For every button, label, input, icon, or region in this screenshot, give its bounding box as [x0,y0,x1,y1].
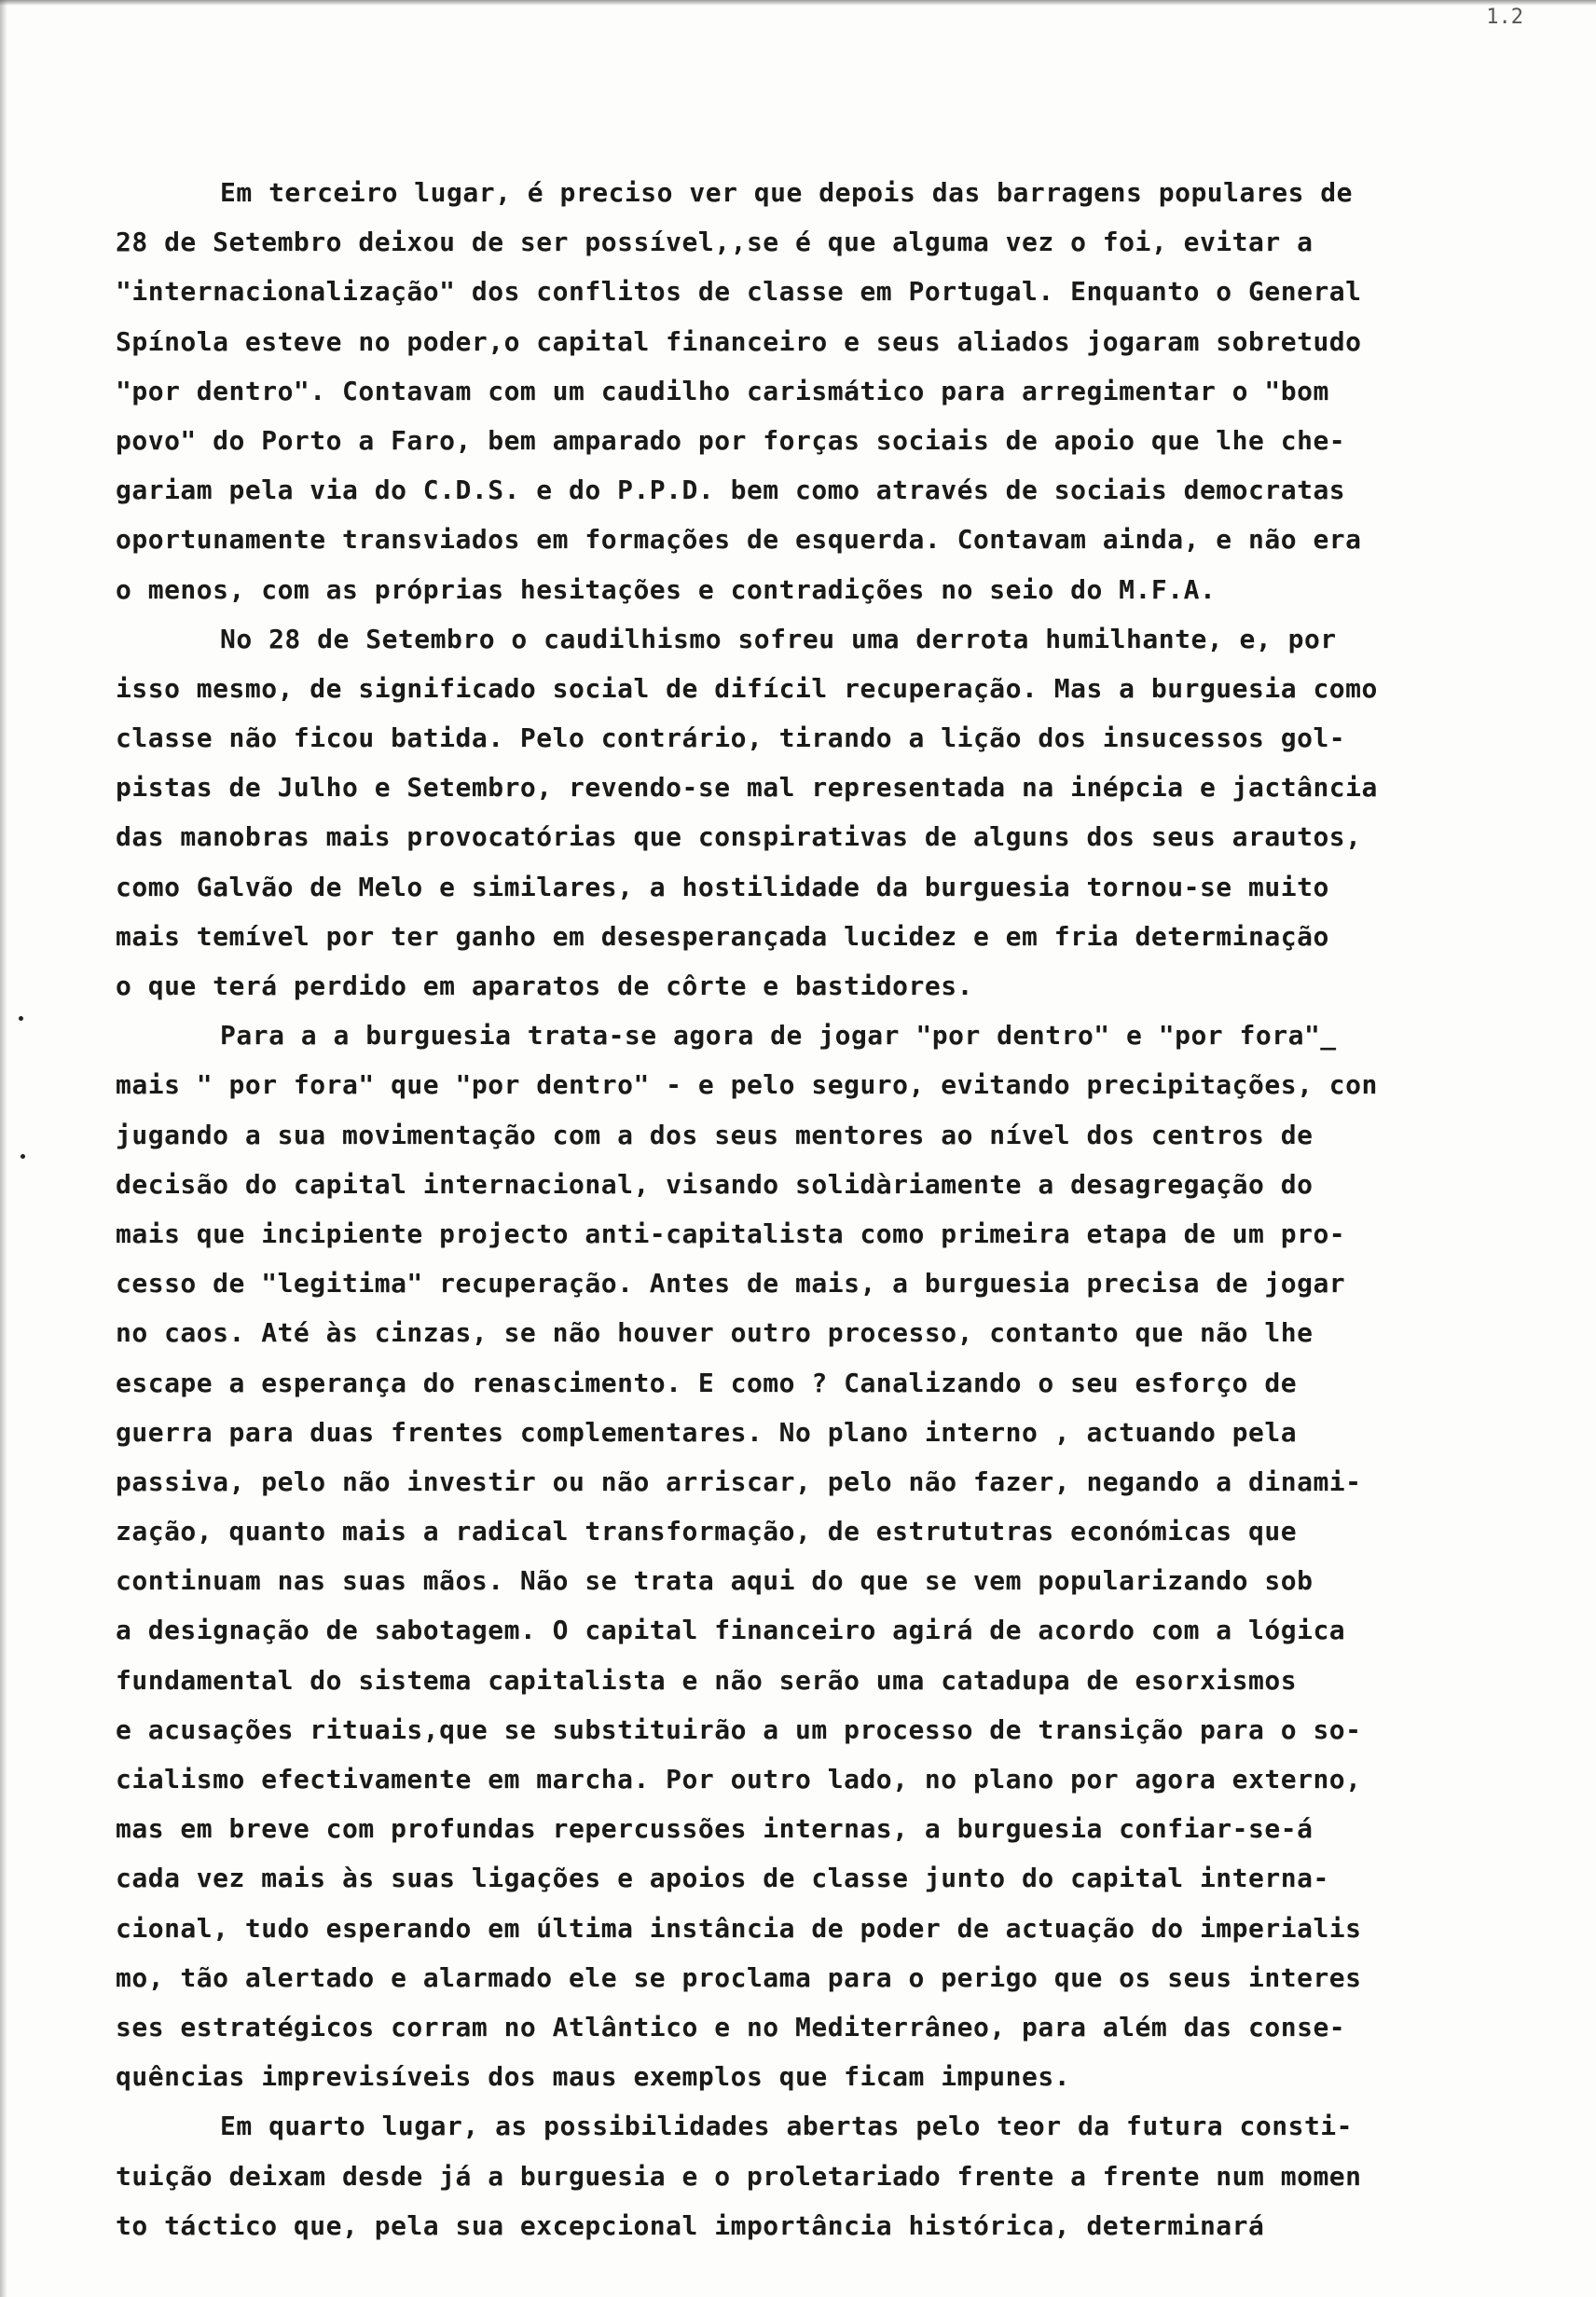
text-line: "internacionalização" dos conflitos de classe em Portugal. Enquanto o General [116,276,1362,308]
text-line: continuam nas suas mãos. Não se trata aqui do que se vem popularizando sob [116,1565,1314,1597]
text-line: cional, tudo esperando em última instância de poder de actuação do imperialis [116,1912,1362,1944]
text-line: gariam pela via do C.D.S. e do P.P.D. bem como através de sociais democratas [116,475,1346,506]
scan-edge-top [0,0,1596,6]
text-line: cialismo efectivamente em marcha. Por outro lado, no plano por agora externo, [116,1764,1362,1795]
scan-speck [19,1016,23,1021]
text-line: passiva, pelo não investir ou não arriscar, pelo não fazer, negando a dinami- [116,1465,1362,1497]
text-line: e acusações rituais,que se substituirão a um processo de transição para o so- [116,1713,1362,1745]
text-line: 28 de Setembro deixou de ser possível,,se é que alguma vez o foi, evitar a [116,227,1314,258]
page-marker: 1.2 [1486,6,1523,29]
text-line: No 28 de Setembro o caudilhismo sofreu uma derrota humilhante, e, por [220,623,1337,654]
text-line: tuição deixam desde já a burguesia e o proletariado frente a frente num momen [116,2160,1362,2192]
text-line: zação, quanto mais a radical transformação, de estrututras económicas que [116,1516,1298,1547]
text-line: a designação de sabotagem. O capital financeiro agirá de acordo com a lógica [116,1615,1346,1646]
text-line: guerra para duas frentes complementares. No plano interno , actuando pela [116,1416,1298,1448]
text-line: ses estratégicos corram no Atlântico e no Mediterrâneo, para além das conse- [116,2011,1346,2043]
text-line: oportunamente transviados em formações de esquerda. Contavam ainda, e não era [116,524,1362,556]
text-line: Em quarto lugar, as possibilidades abertas pelo teor da futura consti- [220,2111,1354,2142]
text-line: mais temível por ter ganho em desesperançada lucidez e em fria determinação [116,920,1329,952]
text-line: no caos. Até às cinzas, se não houver outro processo, contanto que não lhe [116,1317,1314,1349]
text-line: o menos, com as próprias hesitações e contradições no seio do M.F.A. [116,573,1217,605]
text-line: quências imprevisíveis dos maus exemplos que ficam impunes. [116,2061,1071,2093]
text-line: cada vez mais às suas ligações e apoios de classe junto do capital interna- [116,1863,1329,1894]
text-line: Spínola esteve no poder,o capital financeiro e seus aliados jogaram sobretudo [116,325,1362,357]
text-line: mas em breve com profundas repercussões internas, a burguesia confiar-se-á [116,1813,1314,1845]
text-line: jugando a sua movimentação com a dos seus mentores ao nível dos centros de [116,1119,1314,1150]
text-line: cesso de "legitima" recuperação. Antes de mais, a burguesia precisa de jogar [116,1268,1346,1300]
text-line: povo" do Porto a Faro, bem amparado por forças sociais de apoio que lhe che- [116,424,1346,456]
text-line: Para a a burguesia trata-se agora de jogar "por dentro" e "por fora"_ [220,1020,1337,1052]
text-line: como Galvão de Melo e similares, a hostilidade da burguesia tornou-se muito [116,871,1329,902]
text-line: escape a esperança do renascimento. E como ? Canalizando o seu esforço de [116,1367,1298,1398]
text-line: das manobras mais provocatórias que conspirativas de alguns dos seus arautos, [116,821,1362,853]
text-line: fundamental do sistema capitalista e não serão uma catadupa de esorxismos [116,1664,1298,1696]
scan-speck [21,1154,25,1159]
text-line: to táctico que, pela sua excepcional importância histórica, determinará [116,2209,1265,2241]
text-line: isso mesmo, de significado social de difícil recuperação. Mas a burguesia como [116,672,1378,704]
text-line: Em terceiro lugar, é preciso ver que depois das barragens populares de [220,177,1354,208]
text-line: o que terá perdido em aparatos de côrte e bastidores. [116,970,973,1001]
text-line: mais que incipiente projecto anti-capitalista como primeira etapa de um pro- [116,1217,1346,1249]
text-line: decisão do capital internacional, visando solidàriamente a desagregação do [116,1168,1314,1200]
text-line: pistas de Julho e Setembro, revendo-se mal representada na inépcia e jactância [116,772,1378,804]
text-line: mais " por fora" que "por dentro" - e pelo seguro, evitando precipitações, con [116,1069,1378,1101]
scan-edge-left [0,0,7,2297]
text-line: "por dentro". Contavam com um caudilho carismático para arregimentar o "bom [116,375,1329,406]
document-body [116,168,1533,2250]
text-line: classe não ficou batida. Pelo contrário, tirando a lição dos insucessos gol- [116,722,1346,754]
text-line: mo, tão alertado e alarmado ele se proclama para o perigo que os seus interes [116,1961,1362,1993]
